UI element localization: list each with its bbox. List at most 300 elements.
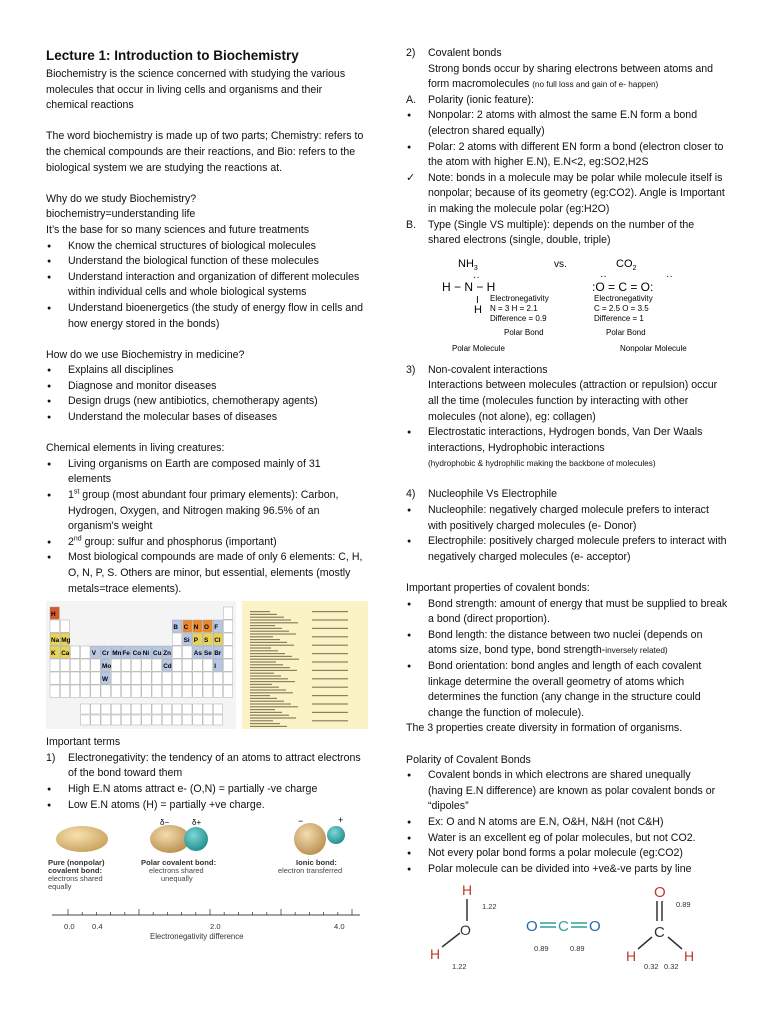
value-label: 0.89 bbox=[534, 944, 549, 954]
table-cell bbox=[132, 704, 141, 714]
list-line bbox=[312, 662, 348, 663]
list-line bbox=[250, 617, 284, 618]
heading-text: Type (Single VS multiple): depends on the number of the shared electrons (single, double, triple) bbox=[428, 218, 695, 247]
ionic-anion bbox=[294, 823, 326, 855]
nh3-polar-molecule-label: Polar Molecule bbox=[452, 343, 505, 353]
element-symbol: V bbox=[91, 650, 97, 658]
value-label: 0.89 bbox=[570, 944, 585, 954]
element-symbol: Ni bbox=[142, 650, 150, 658]
list-line bbox=[250, 695, 270, 696]
list-item: ● Understand the biological function of these molecules bbox=[46, 254, 364, 270]
heading-text: Polarity (ionic feature): bbox=[428, 93, 534, 106]
covalent-heading bbox=[406, 46, 728, 62]
table-cell bbox=[91, 659, 100, 671]
element-symbol: Cd bbox=[163, 663, 172, 671]
co2-en-difference: Difference = 1 bbox=[594, 313, 644, 323]
list-line bbox=[250, 667, 290, 668]
list-line bbox=[312, 687, 348, 688]
list-line bbox=[250, 656, 292, 657]
table-cell bbox=[223, 633, 232, 645]
vs-label: vs. bbox=[554, 258, 567, 270]
element-symbol: Mn bbox=[112, 650, 122, 658]
delta-negative-label: δ− bbox=[160, 818, 170, 828]
list-line bbox=[250, 704, 291, 705]
element-symbol: As bbox=[193, 650, 202, 658]
list-line bbox=[250, 620, 291, 621]
table-cell bbox=[213, 685, 222, 697]
list-line bbox=[250, 709, 275, 710]
pure-covalent-molecule bbox=[56, 826, 108, 852]
nh3-bond-vertical: I bbox=[476, 294, 479, 306]
value-label: 0.32 bbox=[664, 962, 679, 972]
water-molecule bbox=[430, 882, 497, 971]
list-item: ● Nucleophile: negatively charged molecule prefers to interact with positively charged molecules (e- Donor) bbox=[406, 503, 728, 534]
table-cell bbox=[60, 672, 69, 684]
group-1-text: group (most abundant four primary elements): Carbon, Hydrogen, Oxygen, and Nitrogen making 96.5% of an organism's weight bbox=[68, 489, 339, 533]
list-line bbox=[312, 712, 348, 713]
element-symbol: Br bbox=[214, 650, 222, 658]
axis-title: Electronegativity difference bbox=[150, 932, 244, 942]
element-symbol: Fe bbox=[122, 650, 130, 658]
element-symbol: Mo bbox=[102, 663, 112, 671]
table-cell bbox=[81, 715, 90, 725]
table-cell bbox=[172, 646, 181, 658]
plus-label: + bbox=[338, 817, 344, 826]
value-label: 0.32 bbox=[644, 962, 659, 972]
delta-positive-label: δ+ bbox=[192, 818, 202, 828]
list-item: ● Design drugs (new antibiotics, chemotherapy agents) bbox=[46, 394, 364, 410]
list-line bbox=[250, 642, 287, 643]
list-line bbox=[250, 692, 293, 693]
page-title: Lecture 1: Introduction to Biochemistry bbox=[46, 48, 299, 63]
list-line bbox=[250, 720, 273, 721]
atom-h: H bbox=[684, 948, 695, 965]
list-line bbox=[250, 631, 289, 632]
why-line-2: It’s the base for so many sciences and future treatments bbox=[46, 223, 310, 236]
terms-heading: Important terms bbox=[46, 736, 121, 749]
properties-heading: Important properties of covalent bonds: bbox=[406, 582, 590, 595]
list-line bbox=[250, 659, 299, 660]
lone-pair-dots: ·· bbox=[600, 270, 607, 282]
noncovalent-heading bbox=[406, 363, 728, 379]
polar-atom-right bbox=[184, 827, 208, 851]
table-cell bbox=[193, 704, 202, 714]
list-line bbox=[312, 611, 348, 612]
element-symbol: B bbox=[173, 624, 179, 632]
co2-structure: :O = C = O: bbox=[592, 279, 654, 294]
list-line bbox=[250, 676, 281, 677]
table-cell bbox=[91, 685, 100, 697]
heading-text: Nucleophile Vs Electrophile bbox=[428, 488, 557, 501]
table-cell bbox=[111, 704, 120, 714]
periodic-table-figure bbox=[46, 601, 372, 729]
table-cell bbox=[111, 659, 120, 671]
element-symbol: S bbox=[204, 637, 209, 645]
table-cell bbox=[60, 659, 69, 671]
nh3-structure: H − N − H bbox=[442, 279, 496, 294]
table-cell bbox=[193, 685, 202, 697]
item-letter: B. bbox=[406, 218, 417, 231]
table-cell bbox=[162, 685, 171, 697]
element-symbol: W bbox=[102, 676, 109, 684]
tick-label: 0.0 bbox=[64, 922, 75, 932]
formaldehyde-molecule bbox=[626, 884, 694, 971]
ordinal-number: 1 bbox=[68, 489, 74, 502]
table-cell bbox=[60, 685, 69, 697]
list-line bbox=[312, 695, 348, 696]
list-line bbox=[312, 620, 348, 621]
type-heading bbox=[406, 218, 728, 249]
atom-h: H bbox=[462, 882, 473, 899]
co2-molecule bbox=[526, 918, 601, 953]
table-cell bbox=[223, 607, 232, 619]
element-symbol: F bbox=[214, 624, 219, 632]
elements-heading: Chemical elements in living creatures: bbox=[46, 442, 225, 455]
ionic-cation bbox=[327, 826, 345, 844]
list-item: ● Understand interaction and organization of different molecules within individual cells and whole biological systems bbox=[46, 270, 364, 301]
table-cell bbox=[183, 704, 192, 714]
nh3-subscript: 3 bbox=[473, 264, 478, 272]
atom-o: O bbox=[460, 922, 471, 939]
table-cell bbox=[193, 715, 202, 725]
list-line bbox=[312, 628, 348, 629]
nucleophile-heading bbox=[406, 487, 728, 503]
list-line bbox=[250, 614, 277, 615]
list-line bbox=[250, 706, 298, 707]
element-symbol: Co bbox=[132, 650, 142, 658]
table-cell bbox=[203, 659, 212, 671]
table-cell bbox=[111, 685, 120, 697]
table-cell bbox=[162, 715, 171, 725]
pure-label: Pure (nonpolar) covalent bond: bbox=[48, 858, 105, 876]
list-line bbox=[250, 712, 282, 713]
nh3-en-heading: Electronegativity bbox=[490, 293, 549, 303]
element-symbol: Cr bbox=[102, 650, 110, 658]
properties-summary: The 3 properties create diversity in formation of organisms. bbox=[406, 722, 683, 735]
table-cell bbox=[132, 685, 141, 697]
dipole-figure bbox=[406, 879, 728, 971]
covalent-text bbox=[406, 62, 728, 93]
co2-formula bbox=[616, 258, 637, 272]
definition-text: Electronegativity: the tendency of an atoms to attract electrons of the bond toward them bbox=[68, 751, 361, 780]
nh3-polar-bond-label: Polar Bond bbox=[504, 327, 544, 337]
list-line bbox=[250, 622, 298, 623]
list-item: ● Most biological compounds are made of only 6 elements: C, H, O, N, P, S. Others are minor, but essential, elements (mostly metals=trace elements). bbox=[46, 550, 364, 597]
table-cell bbox=[121, 685, 130, 697]
atom-o: O bbox=[589, 918, 601, 936]
table-cell bbox=[162, 704, 171, 714]
list-line bbox=[250, 628, 282, 629]
table-cell bbox=[172, 672, 181, 684]
polarity-heading: Polarity of Covalent Bonds bbox=[406, 753, 531, 766]
table-cell bbox=[111, 672, 120, 684]
table-cell bbox=[223, 685, 232, 697]
table-cell bbox=[121, 715, 130, 725]
list-item: ● Polar: 2 atoms with different EN form a bond (electron closer to the atom with higher E.N), E.N<2, eg:SO2,H2S bbox=[406, 140, 728, 171]
tick-label: 4.0 bbox=[334, 922, 345, 932]
table-cell bbox=[142, 704, 151, 714]
atom-c: C bbox=[558, 918, 569, 936]
element-symbol: N bbox=[193, 624, 199, 632]
table-cell bbox=[132, 672, 141, 684]
value-label: 0.89 bbox=[676, 900, 691, 910]
table-cell bbox=[172, 659, 181, 671]
group-2-text: group: sulfur and phosphorus (important) bbox=[81, 535, 277, 548]
table-cell bbox=[70, 672, 79, 684]
ionic-sub: electron transferred bbox=[278, 866, 343, 876]
element-symbol: Se bbox=[204, 650, 212, 658]
element-symbol: I bbox=[214, 663, 216, 671]
table-cell bbox=[183, 685, 192, 697]
lone-pair-dots: ·· bbox=[473, 271, 480, 283]
list-item bbox=[406, 628, 728, 659]
table-cell bbox=[70, 646, 79, 658]
list-item: ● Nonpolar: 2 atoms with almost the same E.N form a bond (electron shared equally) bbox=[406, 108, 728, 139]
item-number: 3) bbox=[406, 363, 416, 376]
table-cell bbox=[121, 672, 130, 684]
table-cell bbox=[91, 715, 100, 725]
list-line bbox=[250, 636, 273, 637]
list-line bbox=[250, 653, 285, 654]
table-cell bbox=[142, 715, 151, 725]
atom-c: C bbox=[654, 924, 665, 942]
table-cell bbox=[142, 672, 151, 684]
table-cell bbox=[121, 704, 130, 714]
tick-label: 0.4 bbox=[92, 922, 103, 932]
table-cell bbox=[81, 646, 90, 658]
why-line-1: biochemistry=understanding life bbox=[46, 208, 196, 221]
table-cell bbox=[162, 672, 171, 684]
list-line bbox=[312, 720, 348, 721]
ordinal-suffix: st bbox=[73, 488, 80, 496]
table-cell bbox=[152, 715, 161, 725]
list-item: ● Bond orientation: bond angles and length of each covalent linkage determine the overall geometry of atoms which determines the function (any change in the structure could change the function of molecule). bbox=[406, 659, 728, 721]
table-cell bbox=[121, 659, 130, 671]
table-cell bbox=[152, 672, 161, 684]
list-line bbox=[250, 634, 296, 635]
table-cell bbox=[172, 715, 181, 725]
value-label: 1.22 bbox=[452, 962, 467, 972]
table-cell bbox=[50, 685, 59, 697]
item-letter: A. bbox=[406, 93, 417, 106]
noncovalent-note: (hydrophobic & hydrophilic making the backbone of molecules) bbox=[428, 459, 656, 469]
element-symbol: O bbox=[204, 624, 209, 632]
list-item: ● Electrophile: positively charged molecule prefers to interact with negatively charged molecules (e- acceptor) bbox=[406, 534, 728, 565]
nh3-co2-figure bbox=[406, 251, 728, 359]
why-heading: Why do we study Biochemistry? bbox=[46, 192, 197, 205]
list-line bbox=[250, 701, 284, 702]
noncovalent-text: Interactions between molecules (attraction or repulsion) occur all the time (molecules function by interacting with other molecules (not alone), eg: collagen) bbox=[428, 379, 718, 423]
nh3-base: NH bbox=[458, 257, 474, 270]
table-cell bbox=[183, 646, 192, 658]
list-item: ● Know the chemical structures of biological molecules bbox=[46, 239, 364, 255]
list-item: ● Low E.N atoms (H) = partially +ve charge. bbox=[46, 798, 364, 814]
list-line bbox=[312, 645, 348, 646]
table-cell bbox=[223, 659, 232, 671]
list-line bbox=[250, 718, 296, 719]
list-line bbox=[250, 684, 272, 685]
list-item: ● Electrostatic interactions, Hydrogen bonds, Van Der Waals interactions, Hydrophobic interactions bbox=[406, 425, 728, 456]
atom-o: O bbox=[654, 884, 666, 902]
list-line bbox=[250, 639, 280, 640]
list-line bbox=[250, 687, 279, 688]
table-cell bbox=[152, 704, 161, 714]
value-label: 1.22 bbox=[482, 902, 497, 912]
element-symbol: H bbox=[51, 611, 56, 619]
list-line bbox=[250, 673, 274, 674]
left-column bbox=[46, 46, 364, 941]
list-line bbox=[250, 611, 270, 612]
list-line bbox=[250, 625, 275, 626]
atom-h: H bbox=[626, 948, 637, 965]
note-item: ✓ Note: bonds in a molecule may be polar while molecule itself is nonpolar; because of its geometry (eg:CO2). Angle is Important in making the molecule polar (eg:H2O) bbox=[406, 171, 728, 218]
table-cell bbox=[193, 659, 202, 671]
list-line bbox=[312, 704, 348, 705]
table-cell bbox=[142, 659, 151, 671]
heading-text: Covalent bonds bbox=[428, 47, 502, 59]
bond-length-text: Bond length: the distance between two nuclei (depends on atoms size, bond type, bond strength- bbox=[428, 628, 703, 657]
tick-label: 2.0 bbox=[210, 922, 221, 932]
ionic-label: Ionic bond: bbox=[296, 858, 337, 868]
heading-text: Non-covalent interactions bbox=[428, 363, 548, 376]
list-item: ● Explains all disciplines bbox=[46, 363, 364, 379]
table-cell bbox=[81, 704, 90, 714]
table-cell bbox=[203, 704, 212, 714]
item-number: 1) bbox=[46, 751, 56, 764]
table-cell bbox=[223, 620, 232, 632]
list-item bbox=[46, 535, 364, 551]
table-cell bbox=[152, 659, 161, 671]
electronegativity-figure bbox=[46, 817, 364, 941]
table-cell bbox=[91, 672, 100, 684]
list-item: ● Living organisms on Earth are composed mainly of 31 elements bbox=[46, 457, 364, 488]
table-cell bbox=[183, 659, 192, 671]
nh3-bottom-h: H bbox=[474, 303, 482, 316]
item-number: 4) bbox=[406, 488, 416, 501]
atom-o: O bbox=[526, 918, 538, 936]
table-cell bbox=[213, 672, 222, 684]
list-item: ● Understand bioenergetics (the study of energy flow in cells and how energy stored in the bonds) bbox=[46, 301, 364, 332]
element-symbol: Si bbox=[183, 637, 190, 645]
list-item: ● Covalent bonds in which electrons are shared unequally (having E.N difference) are known as polar covalent bonds or “dipoles” bbox=[406, 768, 728, 815]
table-cell bbox=[50, 672, 59, 684]
table-cell bbox=[81, 672, 90, 684]
co2-en-values: C = 2.5 O = 3.5 bbox=[594, 303, 649, 313]
list-item: ● High E.N atoms attract e- (O,N) = partially -ve charge bbox=[46, 782, 364, 798]
list-item: ● Ex: O and N atoms are E.N, O&H, N&H (not C&H) bbox=[406, 815, 728, 831]
list-line bbox=[250, 648, 271, 649]
element-symbol: P bbox=[193, 637, 199, 645]
atom-h: H bbox=[430, 946, 441, 963]
table-cell bbox=[142, 685, 151, 697]
table-cell bbox=[101, 685, 110, 697]
list-line bbox=[250, 681, 295, 682]
bond-line bbox=[442, 933, 460, 947]
table-cell bbox=[152, 685, 161, 697]
element-symbol: Mg bbox=[61, 637, 71, 645]
lone-pair-dots: ·· bbox=[666, 270, 673, 282]
table-cell bbox=[172, 633, 181, 645]
table-cell bbox=[101, 715, 110, 725]
table-cell bbox=[193, 672, 202, 684]
table-cell bbox=[101, 704, 110, 714]
table-cell bbox=[50, 620, 59, 632]
list-line bbox=[312, 678, 348, 679]
list-item: ● Not every polar bond forms a polar molecule (eg:CO2) bbox=[406, 846, 728, 862]
table-cell bbox=[223, 646, 232, 658]
list-line bbox=[312, 636, 348, 637]
list-line bbox=[250, 726, 287, 727]
list-line bbox=[250, 670, 297, 671]
element-symbol: C bbox=[183, 624, 189, 632]
nh3-formula bbox=[458, 258, 478, 272]
list-line bbox=[250, 650, 278, 651]
list-line bbox=[250, 645, 294, 646]
element-symbol: Cu bbox=[153, 650, 162, 658]
table-cell bbox=[203, 672, 212, 684]
list-line bbox=[250, 662, 276, 663]
list-line bbox=[250, 690, 286, 691]
how-heading: How do we use Biochemistry in medicine? bbox=[46, 348, 245, 361]
right-column bbox=[406, 46, 728, 971]
table-cell bbox=[111, 715, 120, 725]
word-paragraph: The word biochemistry is made up of two parts; Chemistry: refers to the chemical compounds are their reactions, and Bio: refers to the biological system we are studying the reactions at. bbox=[46, 130, 364, 174]
table-cell bbox=[203, 715, 212, 725]
nh3-en-difference: Difference = 0.9 bbox=[490, 313, 547, 323]
list-item: ● Understand the molecular bases of diseases bbox=[46, 410, 364, 426]
list-line bbox=[250, 698, 277, 699]
electronegativity-definition bbox=[46, 751, 364, 782]
table-cell bbox=[223, 672, 232, 684]
list-line bbox=[250, 678, 288, 679]
table-cell bbox=[172, 704, 181, 714]
table-cell bbox=[183, 715, 192, 725]
table-cell bbox=[81, 659, 90, 671]
list-line bbox=[250, 715, 289, 716]
co2-base: CO bbox=[616, 257, 633, 270]
polarity-heading bbox=[406, 93, 728, 109]
table-cell bbox=[60, 620, 69, 632]
table-cell bbox=[50, 659, 59, 671]
list-line bbox=[250, 723, 280, 724]
table-cell bbox=[70, 659, 79, 671]
nh3-en-values: N = 3 H = 2.1 bbox=[490, 303, 538, 313]
table-cell bbox=[213, 715, 222, 725]
bond-line bbox=[638, 937, 652, 949]
element-symbol: Na bbox=[51, 637, 60, 645]
co2-subscript: 2 bbox=[632, 264, 637, 272]
list-line bbox=[250, 664, 283, 665]
list-item: ● Water is an excellent eg of polar molecules, but not CO2. bbox=[406, 831, 728, 847]
covalent-note: (no full loss and gain of e- happen) bbox=[532, 80, 659, 90]
minus-label: − bbox=[298, 817, 304, 827]
table-cell bbox=[70, 685, 79, 697]
ordinal-suffix: nd bbox=[73, 535, 82, 543]
ordinal-number: 2 bbox=[68, 535, 74, 548]
table-cell bbox=[172, 685, 181, 697]
list-item: ● Diagnose and monitor diseases bbox=[46, 379, 364, 395]
element-symbol: Cl bbox=[214, 637, 221, 645]
list-item: ● Polar molecule can be divided into +ve&-ve parts by line bbox=[406, 862, 728, 878]
table-cell bbox=[203, 685, 212, 697]
bond-line bbox=[668, 937, 682, 949]
co2-en-heading: Electronegativity bbox=[594, 293, 653, 303]
table-cell bbox=[132, 715, 141, 725]
element-symbol: Zn bbox=[163, 650, 172, 658]
co2-polar-bond-label: Polar Bond bbox=[606, 327, 646, 337]
table-cell bbox=[81, 685, 90, 697]
polar-label: Polar covalent bond: bbox=[141, 858, 217, 868]
